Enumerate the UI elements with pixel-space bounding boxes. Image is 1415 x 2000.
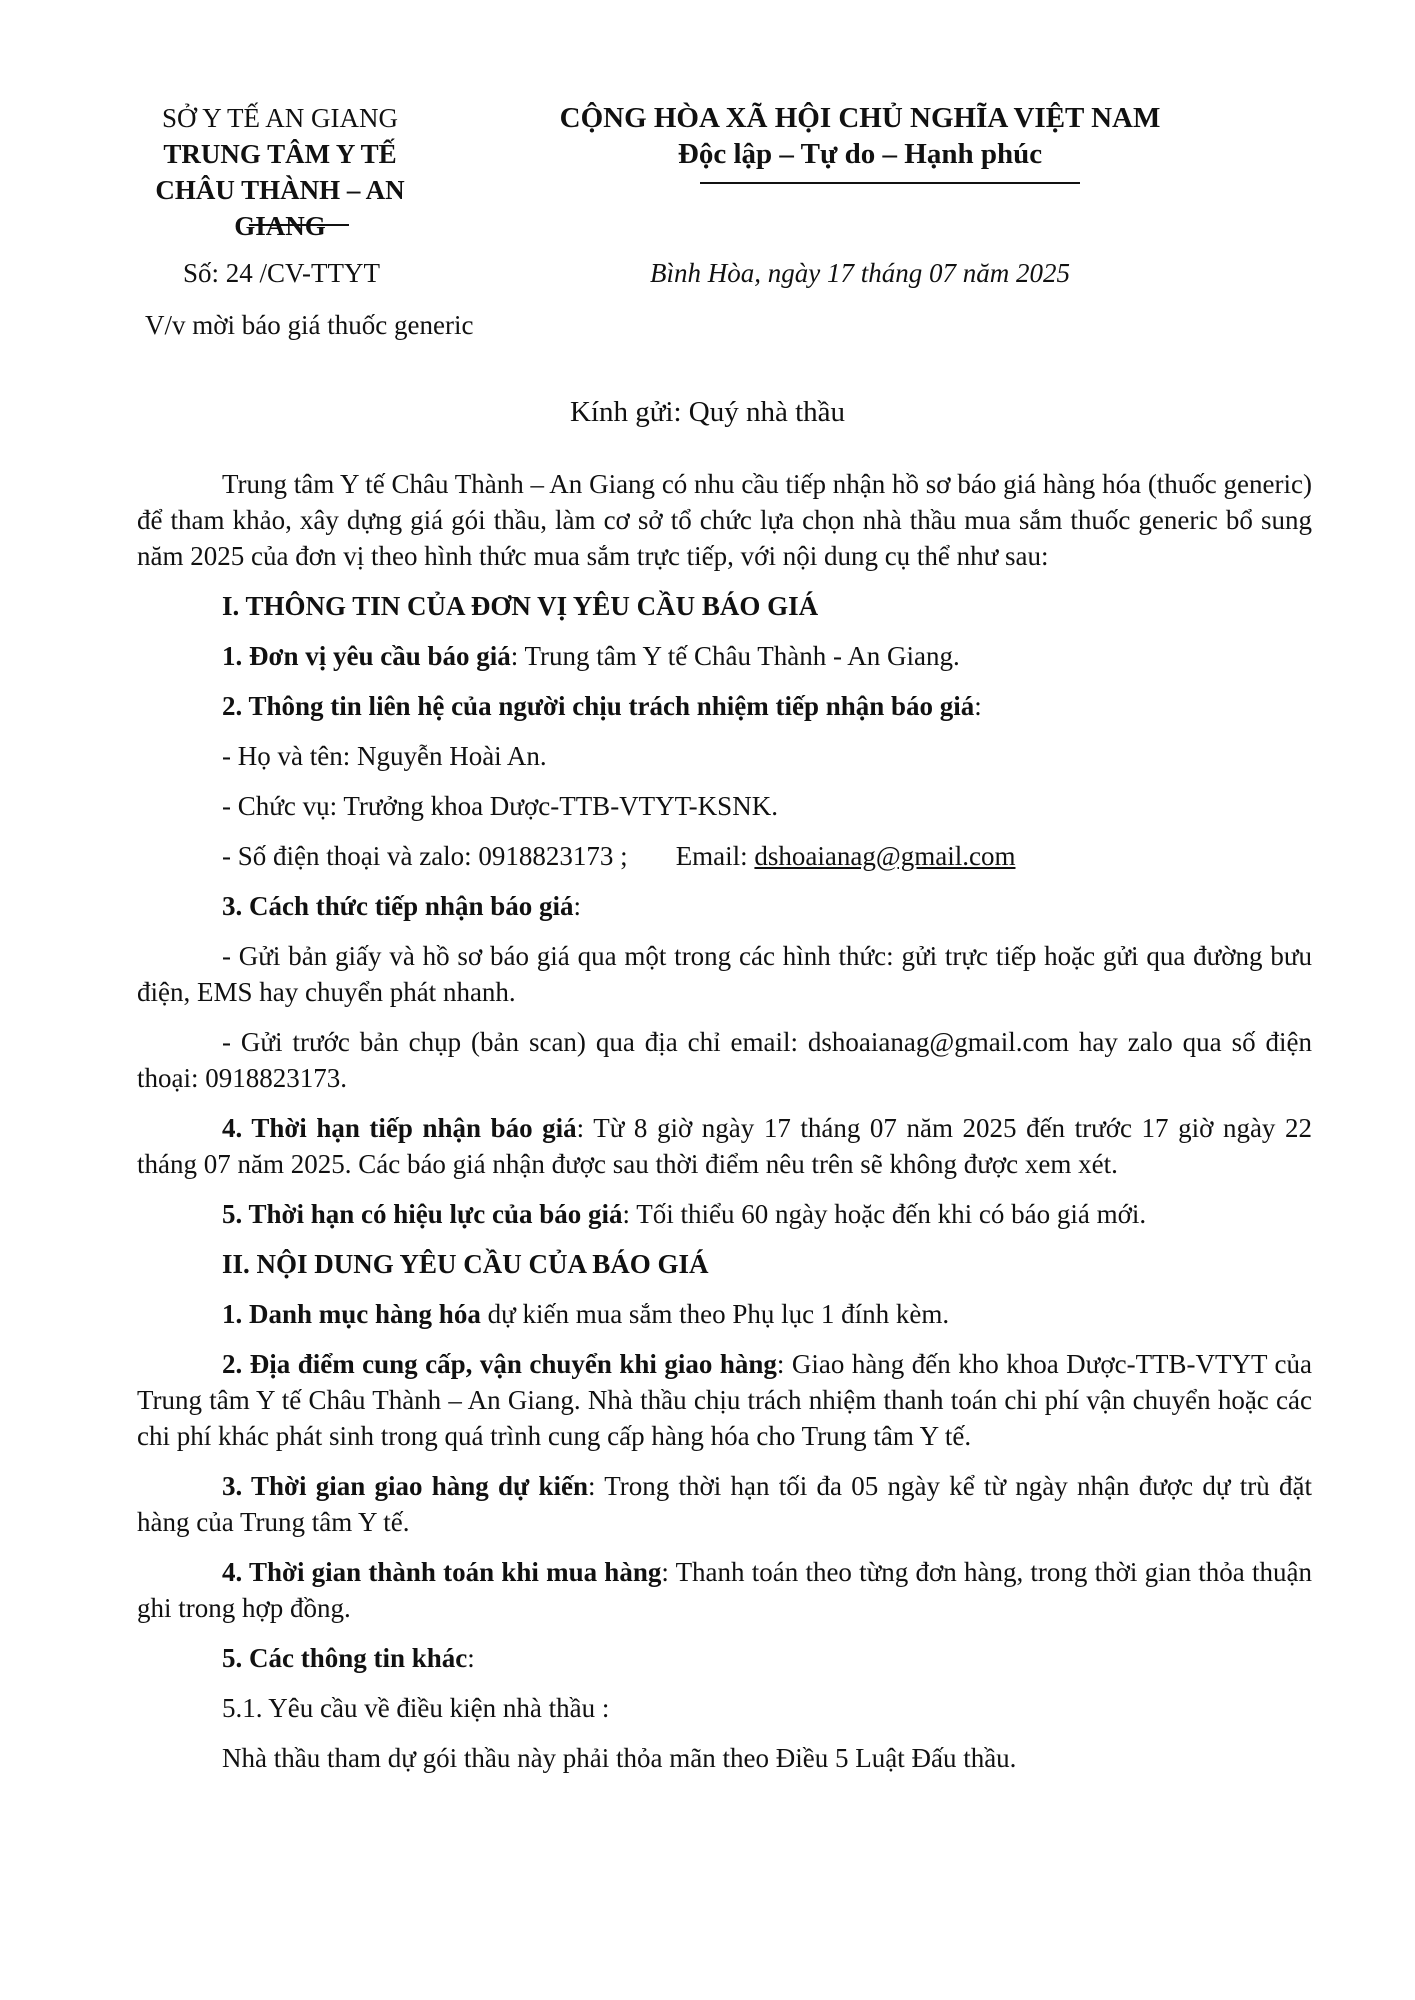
s2-item-2-text: : Giao hàng đến kho khoa Dược-TTB-VTYT của Trung tâm Y tế Châu Thành – An Giang. Nhà thầu chịu trách nhiệm thanh toán chi phí vận chuyển hoặc các chi phí khác phát sinh trong quá trình cung cấp hàng hóa cho Trung tâm Y tế.	[137, 1349, 1312, 1451]
issuer-block	[130, 100, 430, 244]
contact-name: - Họ và tên: Nguyễn Hoài An.	[222, 741, 547, 771]
section-1-heading: I. THÔNG TIN CỦA ĐƠN VỊ YÊU CẦU BÁO GIÁ	[222, 591, 819, 621]
s1-item-5-text: : Tối thiểu 60 ngày hoặc đến khi có báo giá mới.	[622, 1199, 1147, 1229]
s1-item-3-label: 3. Cách thức tiếp nhận báo giá	[222, 891, 574, 921]
contact-phone: - Số điện thoại và zalo: 0918823173 ;	[222, 841, 628, 871]
s1-item-5	[137, 1196, 1312, 1232]
s1-item-2-label: 2. Thông tin liên hệ của người chịu trách nhiệm tiếp nhận báo giá	[222, 691, 975, 721]
email-link[interactable]: dshoaianag@gmail.com	[754, 841, 1016, 871]
s2-item-4-label: 4. Thời gian thành toán khi mua hàng	[222, 1557, 662, 1587]
issuer-line-1: SỞ Y TẾ AN GIANG	[162, 103, 398, 133]
s2-item-3-text: : Trong thời hạn tối đa 05 ngày kể từ ngày nhận được dự trù đặt hàng của Trung tâm Y tế.	[137, 1471, 1312, 1537]
s1-item-2-text: :	[974, 691, 982, 721]
s1-item-1	[137, 638, 1312, 674]
document-number: Số: 24 /CV-TTYT	[183, 258, 381, 288]
s2-item-3	[137, 1468, 1312, 1540]
s2-item-5-1-text: Nhà thầu tham dự gói thầu này phải thỏa mãn theo Điều 5 Luật Đấu thầu.	[222, 1743, 1017, 1773]
s1-item-4-label: 4. Thời hạn tiếp nhận báo giá	[222, 1113, 577, 1143]
s1-item-3-paragraph-1: - Gửi bản giấy và hồ sơ báo giá qua một trong các hình thức: gửi trực tiếp hoặc gửi qua đường bưu điện, EMS hay chuyển phát nhanh.	[137, 941, 1312, 1007]
issuer-line-2: TRUNG TÂM Y TẾ	[163, 139, 397, 169]
s2-item-5-text: :	[467, 1643, 475, 1673]
motto-underline	[700, 182, 1080, 184]
greeting: Kính gửi: Quý nhà thầu	[569, 396, 846, 428]
national-heading	[540, 100, 1180, 172]
s1-item-4-text: : Từ 8 giờ ngày 17 tháng 07 năm 2025 đến trước 17 giờ ngày 22 tháng 07 năm 2025. Các báo giá nhận được sau thời điểm nêu trên sẽ không được xem xét.	[137, 1113, 1312, 1179]
s2-item-5-label: 5. Các thông tin khác	[222, 1643, 468, 1673]
email-label: Email:	[675, 841, 755, 871]
s2-item-5-1: 5.1. Yêu cầu về điều kiện nhà thầu :	[222, 1693, 610, 1723]
issuer-line-3: CHÂU THÀNH – AN GIANG	[155, 175, 405, 241]
place-date: Bình Hòa, ngày 17 tháng 07 năm 2025	[650, 258, 1070, 288]
s1-item-5-label: 5. Thời hạn có hiệu lực của báo giá	[222, 1199, 623, 1229]
issuer-underline	[249, 224, 349, 226]
s1-item-3-paragraph-2: - Gửi trước bản chụp (bản scan) qua địa chỉ email: dshoaianag@gmail.com hay zalo qua số điện thoại: 0918823173.	[137, 1027, 1312, 1093]
s2-item-5	[137, 1640, 1312, 1676]
nation-title: CỘNG HÒA XÃ HỘI CHỦ NGHĨA VIỆT NAM	[559, 102, 1161, 134]
s2-item-1-label: 1. Danh mục hàng hóa	[222, 1299, 481, 1329]
s2-item-2	[137, 1346, 1312, 1454]
document-body	[137, 466, 1312, 1790]
s1-item-1-label: 1. Đơn vị yêu cầu báo giá	[222, 641, 511, 671]
s1-item-1-text: : Trung tâm Y tế Châu Thành - An Giang.	[510, 641, 960, 671]
contact-position: - Chức vụ: Trưởng khoa Dược-TTB-VTYT-KSNK.	[222, 791, 778, 821]
s1-item-3-text: :	[573, 891, 582, 921]
s2-item-4-text: : Thanh toán theo từng đơn hàng, trong thời gian thỏa thuận ghi trong hợp đồng.	[137, 1557, 1312, 1623]
intro-paragraph: Trung tâm Y tế Châu Thành – An Giang có nhu cầu tiếp nhận hồ sơ báo giá hàng hóa (thuốc generic) để tham khảo, xây dựng giá gói thầu, làm cơ sở tổ chức lựa chọn nhà thầu mua sắm thuốc generic bổ sung năm 2025 của đơn vị theo hình thức mua sắm trực tiếp, với nội dung cụ thể như sau:	[137, 469, 1312, 571]
s2-item-2-label: 2. Địa điểm cung cấp, vận chuyển khi giao hàng	[222, 1349, 777, 1379]
motto: Độc lập – Tự do – Hạnh phúc	[677, 138, 1043, 170]
s1-item-4	[137, 1110, 1312, 1182]
subject-line: V/v mời báo giá thuốc generic	[145, 310, 474, 340]
s2-item-1-text: dự kiến mua sắm theo Phụ lục 1 đính kèm.	[480, 1299, 950, 1329]
s1-item-2	[137, 688, 1312, 724]
s2-item-1	[137, 1296, 1312, 1332]
s1-item-3	[137, 888, 1312, 924]
contact-phone-email	[137, 838, 1312, 874]
s2-item-4	[137, 1554, 1312, 1626]
s2-item-3-label: 3. Thời gian giao hàng dự kiến	[222, 1471, 588, 1501]
section-2-heading: II. NỘI DUNG YÊU CẦU CỦA BÁO GIÁ	[222, 1249, 709, 1279]
